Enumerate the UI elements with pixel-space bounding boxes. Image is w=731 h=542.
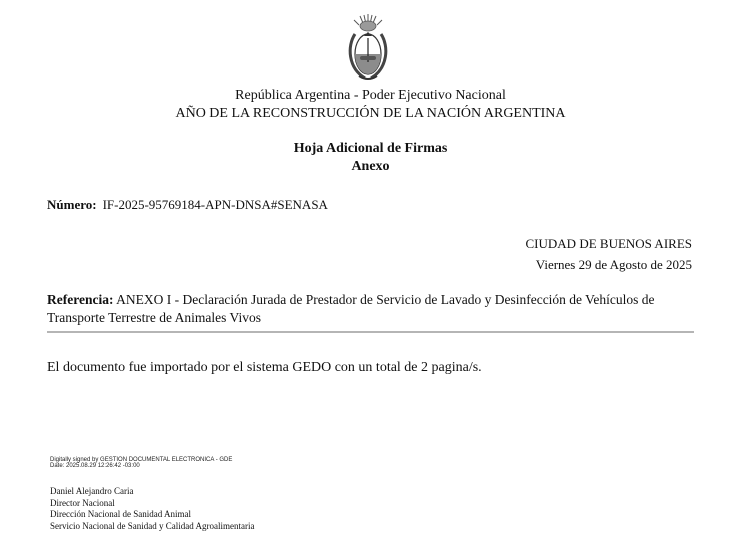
header-republic-line: República Argentina - Poder Ejecutivo Nacional [235, 88, 506, 103]
signer-role: Director Nacional [50, 497, 115, 508]
reference-label: Referencia: [47, 292, 114, 307]
signer-block [50, 486, 254, 532]
signer-name: Daniel Alejandro Caria [50, 486, 134, 496]
digital-signature-stamp [50, 457, 232, 469]
document-subtitle: Anexo [351, 159, 390, 174]
import-notice: El documento fue importado por el sistema GEDO con un total de 2 pagina/s. [47, 360, 482, 375]
document-number-label: Número: [47, 197, 97, 212]
header-year-motto: AÑO DE LA RECONSTRUCCIÓN DE LA NACIÓN ARGENTINA [175, 106, 566, 121]
digital-signature-signer: Digitally signed by GESTION DOCUMENTAL ELECTRONICA - GDE [50, 457, 233, 463]
signer-agency: Servicio Nacional de Sanidad y Calidad Agroalimentaria [50, 520, 255, 531]
issue-city: CIUDAD DE BUENOS AIRES [525, 236, 692, 251]
reference [47, 291, 687, 327]
divider [47, 331, 694, 333]
signer-office: Dirección Nacional de Sanidad Animal [50, 509, 191, 519]
document-number [47, 197, 328, 213]
document-title: Hoja Adicional de Firmas [293, 141, 448, 156]
issue-date: Viernes 29 de Agosto de 2025 [535, 257, 692, 272]
reference-value: ANEXO I - Declaración Jurada de Prestador de Servicio de Lavado y Desinfección de Vehículos de Transporte Terrestre de Animales Vivos [47, 292, 655, 325]
digital-signature-date: Date: 2025.08.29 12:26:42 -03:00 [50, 463, 140, 469]
argentina-coat-of-arms-icon [345, 12, 391, 84]
document-number-value: IF-2025-95769184-APN-DNSA#SENASA [102, 197, 328, 212]
